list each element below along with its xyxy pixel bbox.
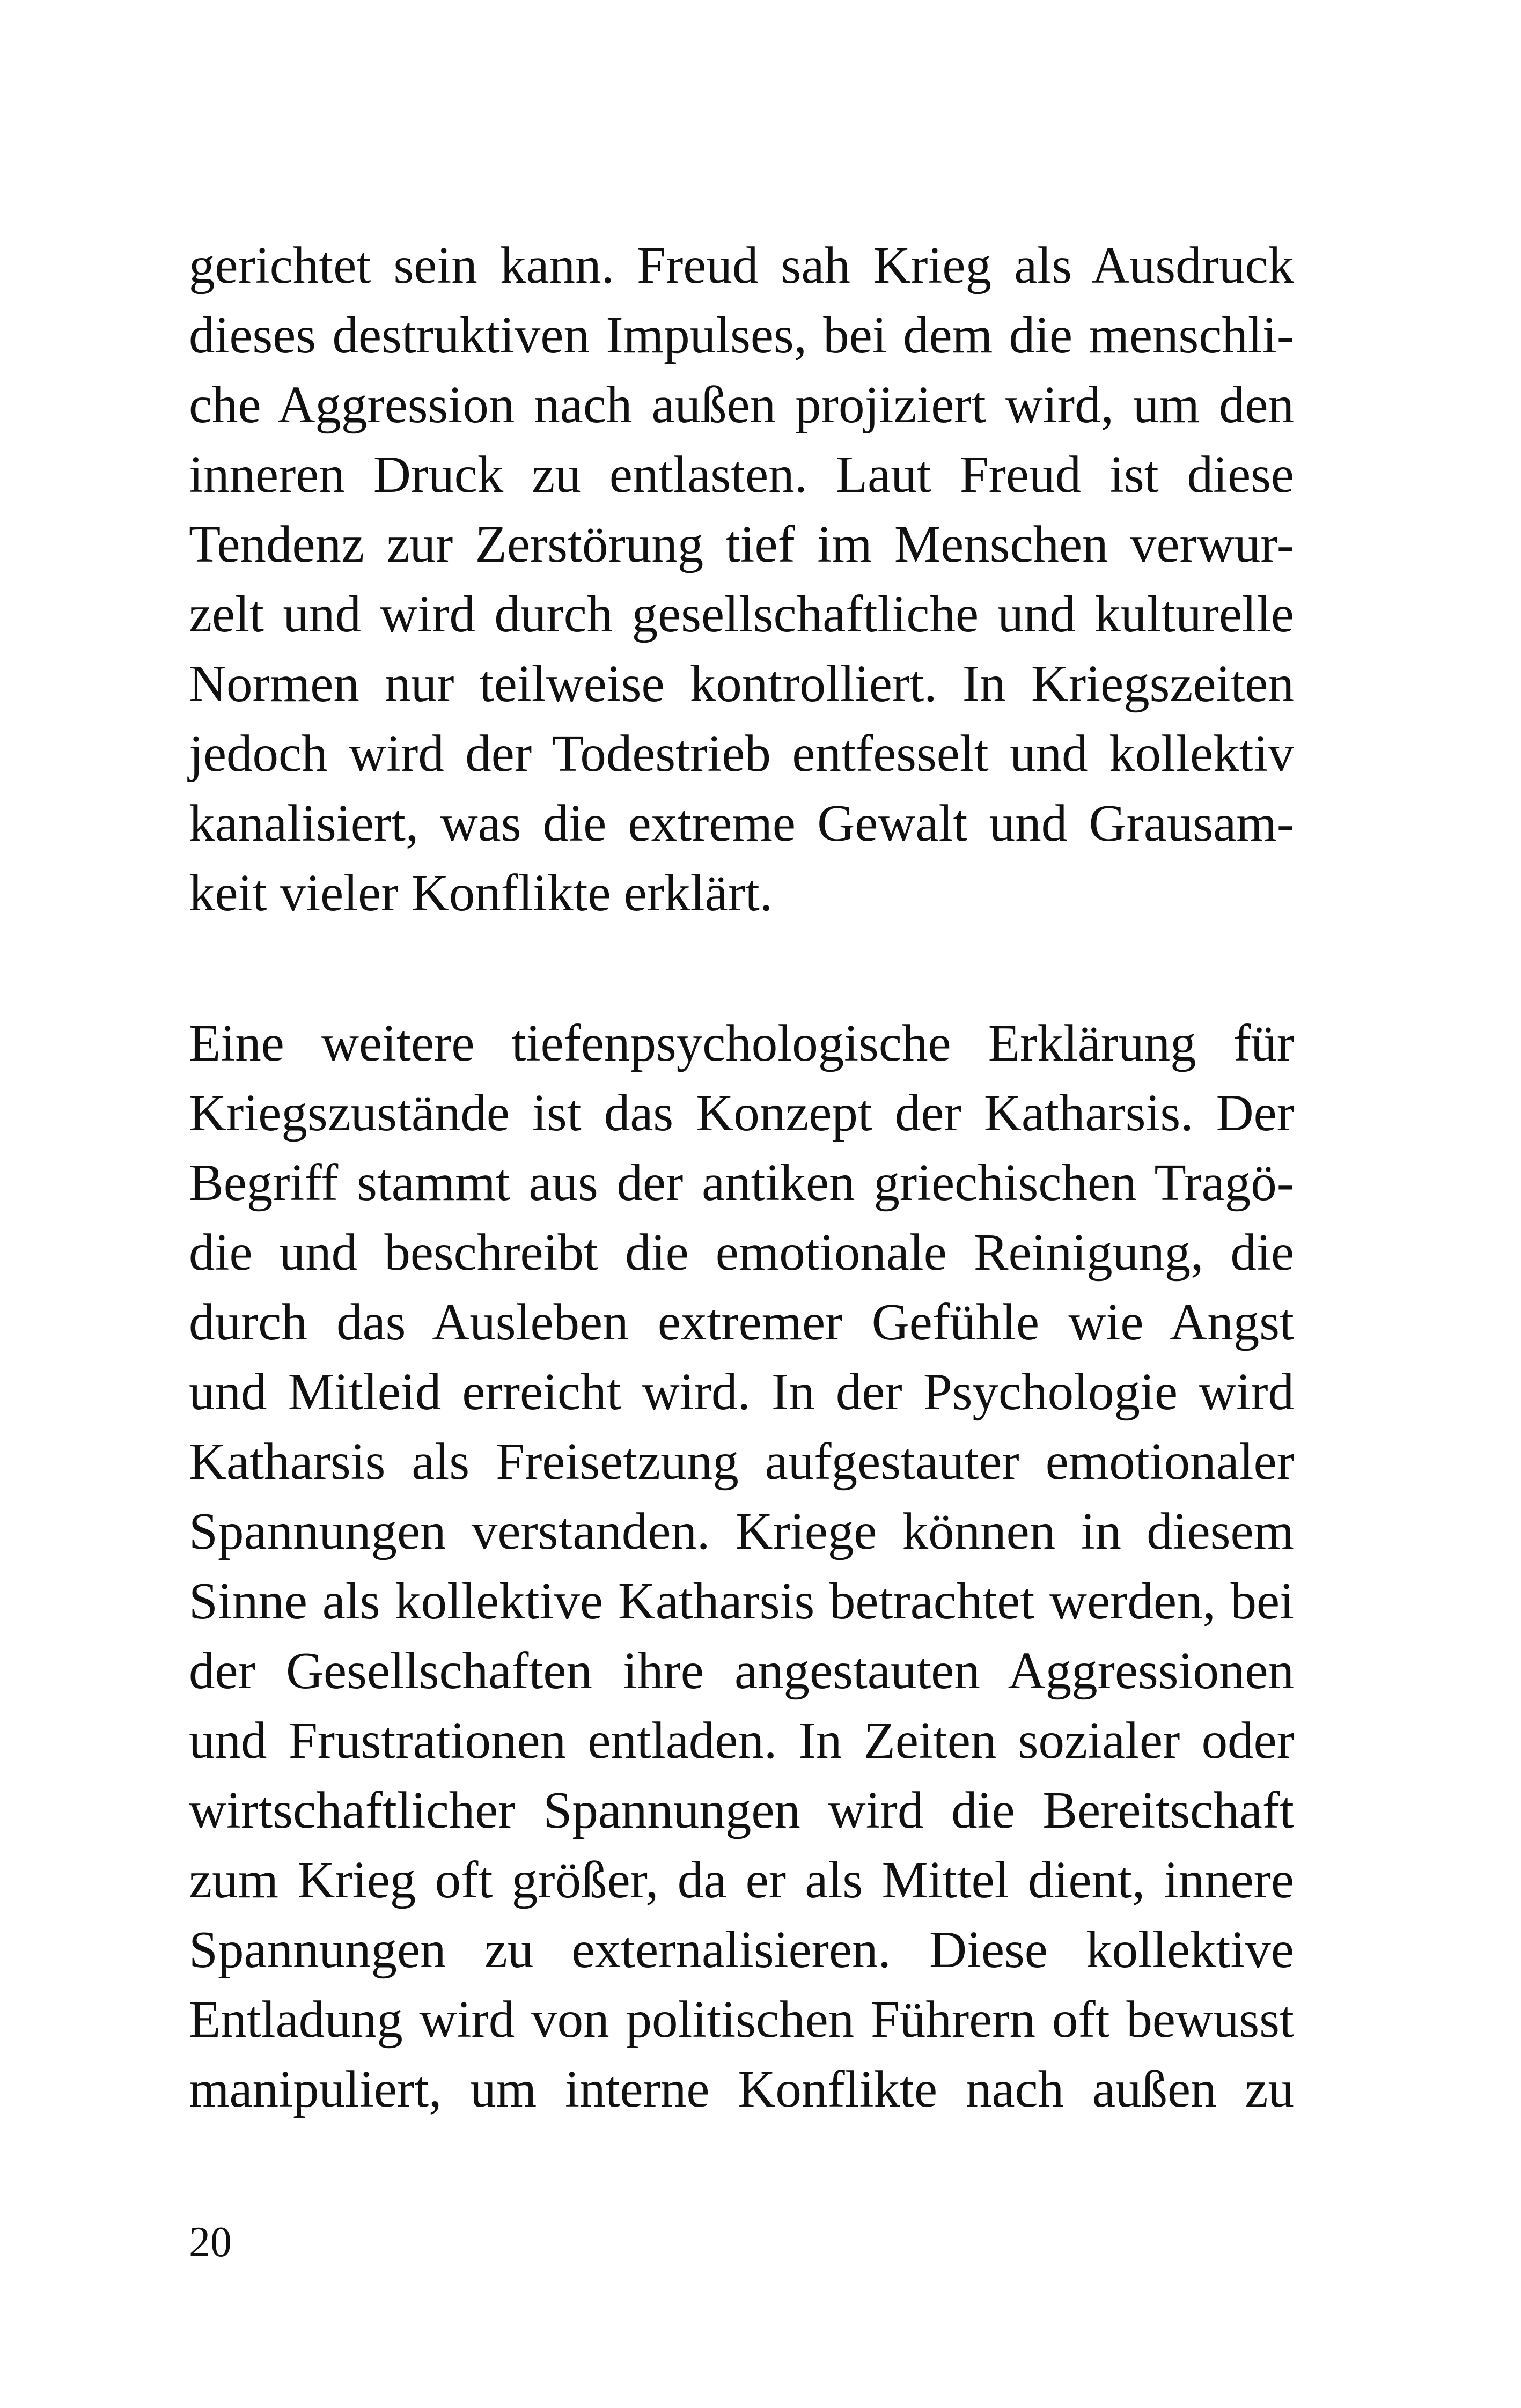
text-line: Spannungen zu externalisieren. Diese kollektive	[189, 1921, 1294, 1978]
text-line: che Aggression nach außen projiziert wird, um den	[189, 376, 1294, 433]
text-line: Normen nur teilweise kontrolliert. In Kriegszeiten	[189, 655, 1294, 712]
text-line: Kriegszustände ist das Konzept der Katharsis. Der	[189, 1084, 1294, 1142]
paragraph-freud-todestrieb	[189, 231, 1294, 928]
text-line: jedoch wird der Todestrieb entfesselt und kollektiv	[189, 725, 1294, 782]
text-line: manipuliert, um interne Konflikte nach außen zu	[189, 2060, 1294, 2118]
text-line: Sinne als kollektive Katharsis betrachtet werden, bei	[189, 1572, 1294, 1630]
text-line: gerichtet sein kann. Freud sah Krieg als Ausdruck	[189, 237, 1294, 294]
text-line: Tendenz zur Zerstörung tief im Menschen verwur-	[189, 516, 1294, 573]
text-line: inneren Druck zu entlasten. Laut Freud ist diese	[189, 446, 1294, 503]
paragraph-katharsis	[189, 1008, 1294, 2124]
text-line: kanalisiert, was die extreme Gewalt und Grausam-	[189, 794, 1294, 852]
text-line: und Frustrationen entladen. In Zeiten sozialer oder	[189, 1712, 1294, 1769]
text-line: die und beschreibt die emotionale Reinigung, die	[189, 1224, 1294, 1281]
text-line: wirtschaftlicher Spannungen wird die Bereitschaft	[189, 1781, 1294, 1839]
text-line: der Gesellschaften ihre angestauten Aggressionen	[189, 1642, 1294, 1699]
text-line: durch das Ausleben extremer Gefühle wie Angst	[189, 1293, 1294, 1351]
text-line: Katharsis als Freisetzung aufgestauter emotionaler	[189, 1433, 1294, 1490]
text-line: keit vieler Konflikte erklärt.	[189, 864, 773, 922]
text-line: Entladung wird von politischen Führern oft bewusst	[189, 1991, 1294, 2048]
page-number: 20	[189, 2219, 232, 2266]
text-line: Spannungen verstanden. Kriege können in diesem	[189, 1503, 1294, 1560]
text-line: zelt und wird durch gesellschaftliche und kulturelle	[189, 585, 1294, 643]
text-line: dieses destruktiven Impulses, bei dem die menschli-	[189, 306, 1294, 364]
text-line: zum Krieg oft größer, da er als Mittel dient, innere	[189, 1851, 1294, 1909]
text-line: und Mitleid erreicht wird. In der Psychologie wird	[189, 1363, 1294, 1420]
text-line: Begriff stammt aus der antiken griechischen Tragö-	[189, 1154, 1294, 1211]
text-line: Eine weitere tiefenpsychologische Erklärung für	[189, 1014, 1294, 1072]
